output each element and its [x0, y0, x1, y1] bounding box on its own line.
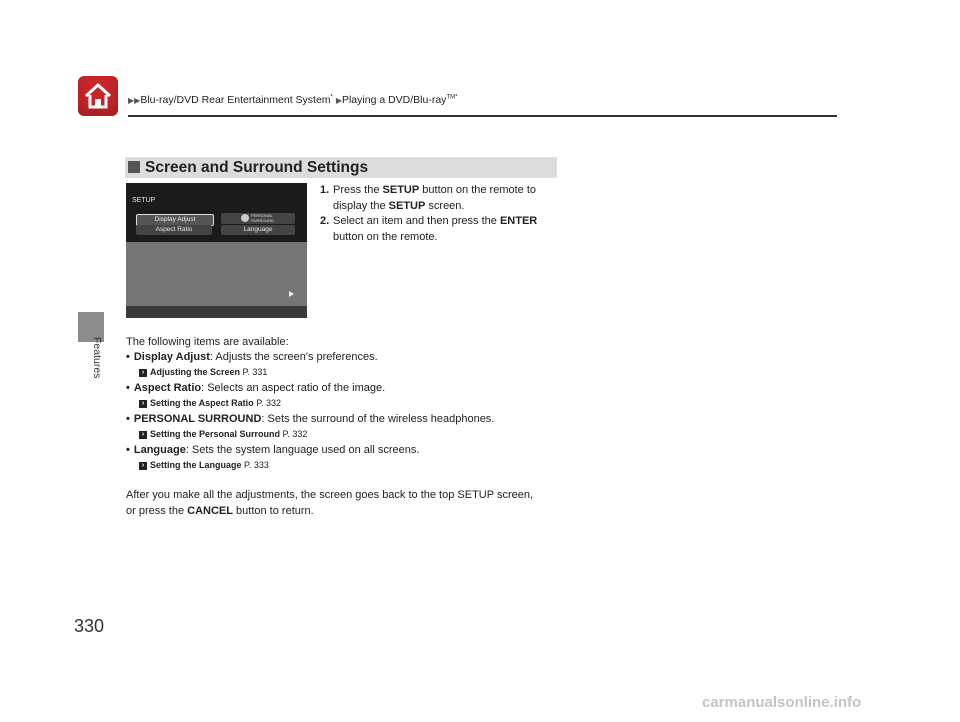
cross-reference[interactable]: [139, 460, 269, 470]
reference-page: P. 333: [244, 460, 269, 470]
home-icon: [78, 76, 118, 116]
list-item: [126, 382, 385, 394]
heading-square-icon: [128, 161, 140, 173]
headphone-icon: [241, 214, 249, 222]
list-item: [126, 351, 378, 363]
item-term: Aspect Ratio: [133, 382, 202, 394]
footnote-mark: *: [330, 94, 333, 101]
footnote-mark: *: [455, 94, 458, 101]
item-term: Language: [133, 444, 186, 456]
bullet-icon: •: [126, 382, 130, 394]
closing-key: CANCEL: [187, 505, 233, 517]
step-key: SETUP: [382, 184, 420, 196]
list-item: [126, 444, 419, 456]
item-desc: : Selects an aspect ratio of the image.: [201, 382, 386, 394]
step-text: button on the remote.: [333, 231, 438, 243]
closing-line-2: [126, 505, 314, 517]
item-desc: : Adjusts the screen's preferences.: [209, 351, 378, 363]
item-term: Display Adjust: [133, 351, 210, 363]
cross-reference[interactable]: [139, 429, 307, 439]
chapter-tab-label: Features: [91, 337, 103, 379]
intro-text: The following items are available:: [126, 336, 289, 348]
screen-aspect-ratio-button: Aspect Ratio: [136, 225, 212, 235]
cross-reference[interactable]: [139, 398, 281, 408]
header-divider: [128, 115, 837, 117]
page-number: 330: [74, 616, 105, 636]
breadcrumb-arrow-icon: ▶▶: [128, 96, 141, 105]
reference-title: Adjusting the Screen: [150, 367, 241, 377]
step-line: [320, 198, 560, 214]
reference-page: P. 332: [256, 398, 282, 408]
step-text: screen.: [425, 200, 465, 212]
step-text: button on the remote to: [419, 184, 537, 196]
closing-text: or press the: [126, 505, 188, 517]
step-number: 1.: [320, 184, 330, 196]
step-key: SETUP: [388, 200, 426, 212]
bullet-icon: •: [126, 413, 130, 425]
reference-arrow-icon: ›: [139, 400, 147, 408]
screen-personal-surround-label: PERSONAL SURROUND: [251, 213, 275, 223]
section-title: Screen and Surround Settings: [145, 159, 369, 176]
reference-arrow-icon: ›: [139, 431, 147, 439]
screen-display-adjust-button: Display Adjust: [136, 214, 214, 226]
home-button[interactable]: [78, 76, 118, 116]
reference-title: Setting the Language: [150, 460, 242, 470]
reference-page: P. 332: [282, 429, 308, 439]
step-2: [320, 213, 560, 245]
bullet-icon: •: [126, 351, 130, 363]
reference-arrow-icon: ›: [139, 369, 147, 377]
closing-line-1: After you make all the adjustments, the screen goes back to the top SETUP screen,: [126, 489, 534, 501]
trademark-mark: TM: [446, 94, 456, 101]
item-desc: : Sets the surround of the wireless headphones.: [261, 413, 495, 425]
screen-personal-surround-button: [221, 213, 295, 224]
item-desc: : Sets the system language used on all screens.: [185, 444, 420, 456]
breadcrumb-item[interactable]: Playing a DVD/Blu-ray: [341, 94, 447, 106]
screen-title: SETUP: [132, 197, 156, 204]
reference-page: P. 331: [242, 367, 268, 377]
closing-text: button to return.: [232, 505, 314, 517]
bullet-icon: •: [126, 444, 130, 456]
next-arrow-icon: [289, 291, 294, 297]
step-number: 2.: [320, 215, 330, 227]
section-heading: [125, 157, 557, 178]
step-1: [320, 182, 560, 214]
chapter-tab-label-wrap: [78, 337, 104, 436]
step-text: Press the: [333, 184, 383, 196]
screen-bottom-strip: [126, 306, 307, 318]
screen-bottom-panel: [126, 242, 307, 306]
reference-arrow-icon: ›: [139, 462, 147, 470]
step-key: ENTER: [499, 215, 538, 227]
screen-language-button: Language: [221, 225, 295, 235]
item-term: PERSONAL SURROUND: [133, 413, 262, 425]
breadcrumb: [128, 94, 457, 106]
step-text: display the: [333, 200, 389, 212]
breadcrumb-arrow-icon: ▶: [335, 96, 342, 105]
step-text: Select an item and then press the: [333, 215, 500, 227]
reference-title: Setting the Personal Surround: [150, 429, 281, 439]
cross-reference[interactable]: [139, 367, 267, 377]
setup-screen-image: [126, 183, 307, 318]
list-item: [126, 413, 494, 425]
reference-title: Setting the Aspect Ratio: [150, 398, 254, 408]
breadcrumb-item[interactable]: Blu-ray/DVD Rear Entertainment System: [140, 94, 331, 106]
watermark: carmanualsonline.info: [702, 694, 862, 711]
